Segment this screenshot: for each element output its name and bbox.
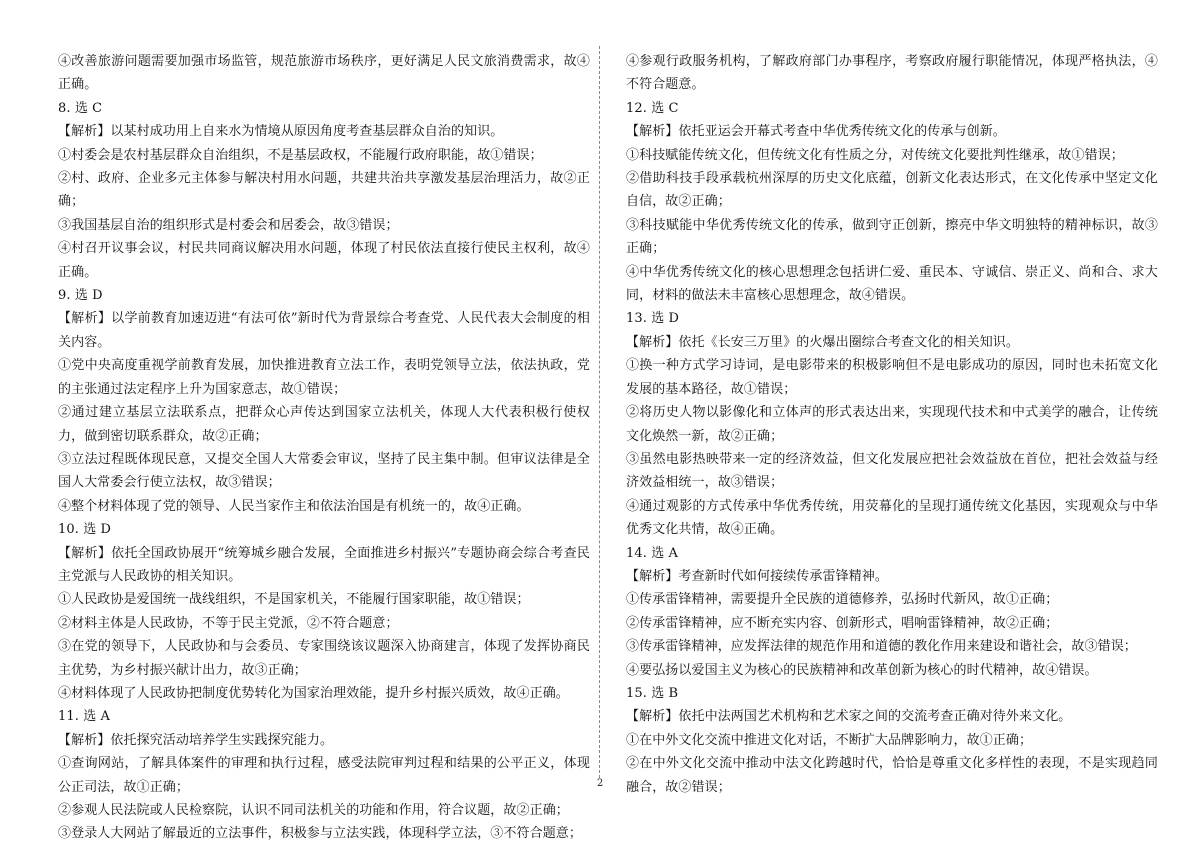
- paragraph: 【解析】依托亚运会开幕式考查中华优秀传统文化的传承与创新。: [626, 124, 1006, 140]
- paragraph: 13. 选 D: [626, 311, 680, 327]
- paragraph: ③传承雷锋精神，应发挥法律的规范作用和道德的教化作用来建设和谐社会，故③错误；: [626, 639, 1137, 655]
- paragraph: ①科技赋能传统文化，但传统文化有性质之分，对传统文化要批判性继承，故①错误；: [626, 147, 1124, 163]
- column-divider: [599, 46, 600, 778]
- paragraph: ①党中央高度重视学前教育发展，加快推进教育立法工作，表明党领导立法，依法执政，党的主张通过法定程序上升为国家意志，故①错误；: [58, 358, 590, 397]
- paragraph: ①传承雷锋精神，需要提升全民族的道德修养，弘扬时代新风，故①正确；: [626, 592, 1059, 608]
- paragraph: ④通过观影的方式传承中华优秀传统，用荧幕化的呈现打通传统文化基因，实现观众与中华优秀文化共情，故④正确。: [626, 498, 1158, 538]
- paragraph: ④材料体现了人民政协把制度优势转化为国家治理效能，提升乡村振兴质效，故④正确。: [58, 685, 569, 701]
- paragraph: ②参观人民法院或人民检察院，认识不同司法机关的功能和作用，符合议题，故②正确；: [58, 803, 569, 818]
- paragraph: ④改善旅游问题需要加强市场监管，规范旅游市场秩序，更好满足人民文旅消费需求，故④正确。: [58, 54, 590, 93]
- paragraph: ②在中外文化交流中推动中法文化跨越时代，恰恰是尊重文化多样性的表现，不是实现趋同融合，故②错误；: [626, 756, 1158, 795]
- paragraph: 9. 选 D: [58, 288, 103, 304]
- paragraph: 【解析】考查新时代如何接续传承雷锋精神。: [626, 568, 889, 584]
- paragraph: ①村委会是农村基层群众自治组织，不是基层政权，不能履行政府职能，故①错误；: [58, 147, 543, 163]
- paragraph: ④要弘扬以爱国主义为核心的民族精神和改革创新为核心的时代精神，故④错误。: [626, 662, 1098, 678]
- paragraph: 【解析】以某村成功用上自来水为情境从原因角度考查基层群众自治的知识。: [58, 124, 504, 140]
- paragraph: 【解析】依托全国政协展开“统筹城乡融合发展，全面推进乡村振兴”专题协商会综合考查民主党派与人民政协的相关知识。: [58, 545, 590, 584]
- paragraph: ②村、政府、企业多元主体参与解决村用水问题，共建共治共享激发基层治理活力，故②正确；: [58, 171, 590, 210]
- paragraph: 11. 选 A: [58, 709, 111, 725]
- paragraph: ④村召开议事会议，村民共同商议解决用水问题，体现了村民依法直接行使民主权利，故④正确。: [58, 241, 590, 280]
- paragraph: 15. 选 B: [626, 685, 679, 701]
- paragraph: 14. 选 A: [626, 545, 679, 561]
- paragraph: ①换一种方式学习诗词，是电影带来的积极影响但不是电影成功的原因，同时也未拓宽文化发展的基本路径，故①错误；: [626, 358, 1158, 397]
- paragraph: ②借助科技手段承载杭州深厚的历史文化底蕴，创新文化表达形式，在文化传承中坚定文化自信，故②正确；: [626, 171, 1158, 210]
- right-column: [626, 50, 1158, 799]
- paragraph: ③我国基层自治的组织形式是村委会和居委会，故③错误；: [58, 217, 399, 233]
- paragraph: 12. 选 C: [626, 100, 679, 116]
- paragraph: 【解析】依托中法两国艺术机构和艺术家之间的交流考查正确对待外来文化。: [626, 709, 1072, 725]
- paragraph: 10. 选 D: [58, 522, 112, 538]
- paragraph: ④参观行政服务机构，了解政府部门办事程序，考察政府履行职能情况，体现严格执法，④不符合题意。: [626, 54, 1158, 93]
- paragraph: ④整个材料体现了党的领导、人民当家作主和依法治国是有机统一的，故④正确。: [58, 498, 530, 514]
- paragraph: ③登录人大网站了解最近的立法事件，积极参与立法实践，体现科学立法，③不符合题意；: [58, 826, 583, 842]
- paragraph: ②传承雷锋精神，应不断充实内容、创新形式，唱响雷锋精神，故②正确；: [626, 615, 1059, 631]
- paragraph: ③立法过程既体现民意，又提交全国人大常委会审议，坚持了民主集中制。但审议法律是全国人大常委会行使立法权，故③错误；: [58, 451, 590, 491]
- paragraph: ①人民政协是爱国统一战线组织，不是国家机关，不能履行国家职能，故①错误；: [58, 592, 530, 608]
- paragraph: ①在中外文化交流中推进文化对话，不断扩大品牌影响力，故①正确；: [626, 732, 1033, 748]
- paragraph: ②将历史人物以影像化和立体声的形式表达出来，实现现代技术和中式美学的融合，让传统文化焕然一新，故②正确；: [626, 405, 1158, 444]
- paragraph: ②通过建立基层立法联系点，把群众心声传达到国家立法机关，体现人大代表积极行使权力，做到密切联系群众，故②正确；: [58, 405, 590, 444]
- paragraph: ③科技赋能中华优秀传统文化的传承，做到守正创新，擦亮中华文明独特的精神标识，故③正确；: [626, 217, 1158, 257]
- paragraph: ②材料主体是人民政协，不等于民主党派，②不符合题意；: [58, 615, 399, 631]
- paragraph: 【解析】以学前教育加速迈进“有法可依”新时代为背景综合考查党、人民代表大会制度的相关内容。: [58, 311, 590, 350]
- paragraph: ①查询网站，了解具体案件的审理和执行过程，感受法院审判过程和结果的公平正义，体现公正司法，故①正确；: [58, 756, 590, 795]
- paragraph: 【解析】依托《长安三万里》的火爆出圈综合考查文化的相关知识。: [626, 334, 1020, 350]
- paragraph: 【解析】依托探究活动培养学生实践探究能力。: [58, 732, 334, 748]
- paragraph: ③在党的领导下，人民政协和与会委员、专家围绕该议题深入协商建言，体现了发挥协商民主优势，为乡村振兴献计出力，故③正确；: [58, 639, 590, 678]
- left-column: [58, 50, 590, 846]
- paragraph: ③虽然电影热映带来一定的经济效益，但文化发展应把社会效益放在首位，把社会效益与经济效益相统一，故③错误；: [626, 451, 1158, 491]
- page-number: 2: [596, 778, 604, 789]
- paragraph: ④中华优秀传统文化的核心思想理念包括讲仁爱、重民本、守诚信、崇正义、尚和合、求大同，材料的做法未丰富核心思想理念，故④错误。: [626, 264, 1158, 304]
- paragraph: 8. 选 C: [58, 100, 103, 116]
